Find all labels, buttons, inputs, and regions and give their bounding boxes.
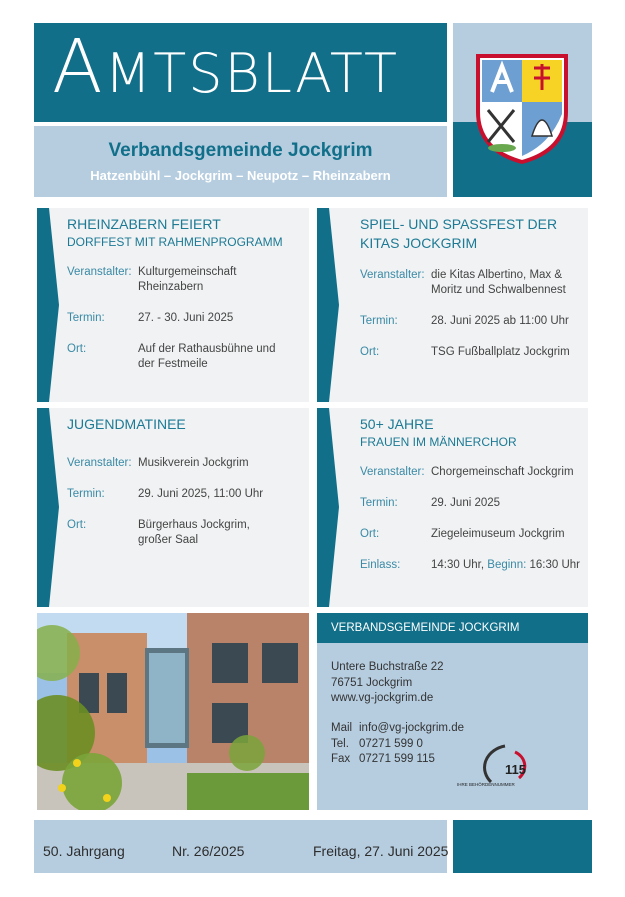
contact-fax-row: Fax 07271 599 115 xyxy=(331,753,435,765)
event-subtitle: FRAUEN IM MÄNNERCHOR xyxy=(360,435,517,449)
event-title-line2: KITAS JOCKGRIM xyxy=(360,235,478,251)
footer-issue: Nr. 26/2025 xyxy=(172,843,245,859)
contact-street: Untere Buchstraße 22 xyxy=(331,661,444,673)
event-row: Termin: 29. Juni 2025 xyxy=(360,497,501,509)
event-flag-icon xyxy=(37,208,63,402)
event-row: Veranstalter: Musikverein Jockgrim xyxy=(67,457,249,469)
contact-website-link[interactable]: www.vg-jockgrim.de xyxy=(331,692,434,704)
page-title: AMTSBLATT xyxy=(52,24,399,110)
contact-email-link[interactable]: info@vg-jockgrim.de xyxy=(359,722,464,734)
municipalities-list: Hatzenbühl – Jockgrim – Neupotz – Rheinzabern xyxy=(90,168,391,183)
event-row: Termin: 28. Juni 2025 ab 11:00 Uhr xyxy=(360,315,569,327)
event-card-dorffest xyxy=(37,208,309,402)
svg-text:IHRE BEHÖRDENNUMMER: IHRE BEHÖRDENNUMMER xyxy=(457,782,515,787)
event-row: Veranstalter: Chorgemeinschaft Jockgrim xyxy=(360,466,574,478)
footer-date: Freitag, 27. Juni 2025 xyxy=(313,843,449,859)
coat-of-arms-icon xyxy=(474,52,570,164)
event-row: Ort: Ziegeleimuseum Jockgrim xyxy=(360,528,565,540)
contact-mail-row: Mail info@vg-jockgrim.de xyxy=(331,722,464,734)
event-row: Ort: TSG Fußballplatz Jockgrim xyxy=(360,346,570,358)
contact-tel-row: Tel. 07271 599 0 xyxy=(331,738,423,750)
footer-accent xyxy=(453,820,592,873)
organisation-name: Verbandsgemeinde Jockgrim xyxy=(108,140,373,161)
event-subtitle: DORFFEST MIT RAHMENPROGRAMM xyxy=(67,235,283,249)
event-flag-icon xyxy=(317,208,343,402)
event-row: Ort: Bürgerhaus Jockgrim, großer Saal xyxy=(67,519,250,546)
event-row: Veranstalter: die Kitas Albertino, Max & Moritz und Schwalbennest xyxy=(360,269,566,296)
event-card-maennerchor xyxy=(317,408,588,607)
event-card-kitas xyxy=(317,208,588,402)
hotline-115-logo xyxy=(455,742,545,790)
event-title: 50+ JAHRE xyxy=(360,416,434,432)
svg-text:115: 115 xyxy=(505,762,526,777)
event-row: Termin: 29. Juni 2025, 11:00 Uhr xyxy=(67,488,264,500)
event-row: Veranstalter: Kulturgemeinschaft Rheinzabern xyxy=(67,266,237,293)
event-title: JUGENDMATINEE xyxy=(67,416,186,432)
event-row: Termin: 27. - 30. Juni 2025 xyxy=(67,312,234,324)
event-title: SPIEL- UND SPASSFEST DER xyxy=(360,216,558,232)
event-row: Ort: Auf der Rathausbühne und der Festmeile xyxy=(67,343,276,370)
event-title: RHEINZABERN FEIERT xyxy=(67,216,221,232)
building-photo xyxy=(37,613,309,810)
event-flag-icon xyxy=(317,408,343,607)
contact-city: 76751 Jockgrim xyxy=(331,677,413,689)
event-row: Einlass: 14:30 Uhr, Beginn: 16:30 Uhr xyxy=(360,559,581,571)
event-flag-icon xyxy=(37,408,63,607)
footer-year: 50. Jahrgang xyxy=(43,843,125,859)
contact-header: VERBANDSGEMEINDE JOCKGRIM xyxy=(317,613,588,643)
event-card-jugendmatinee xyxy=(37,408,309,607)
